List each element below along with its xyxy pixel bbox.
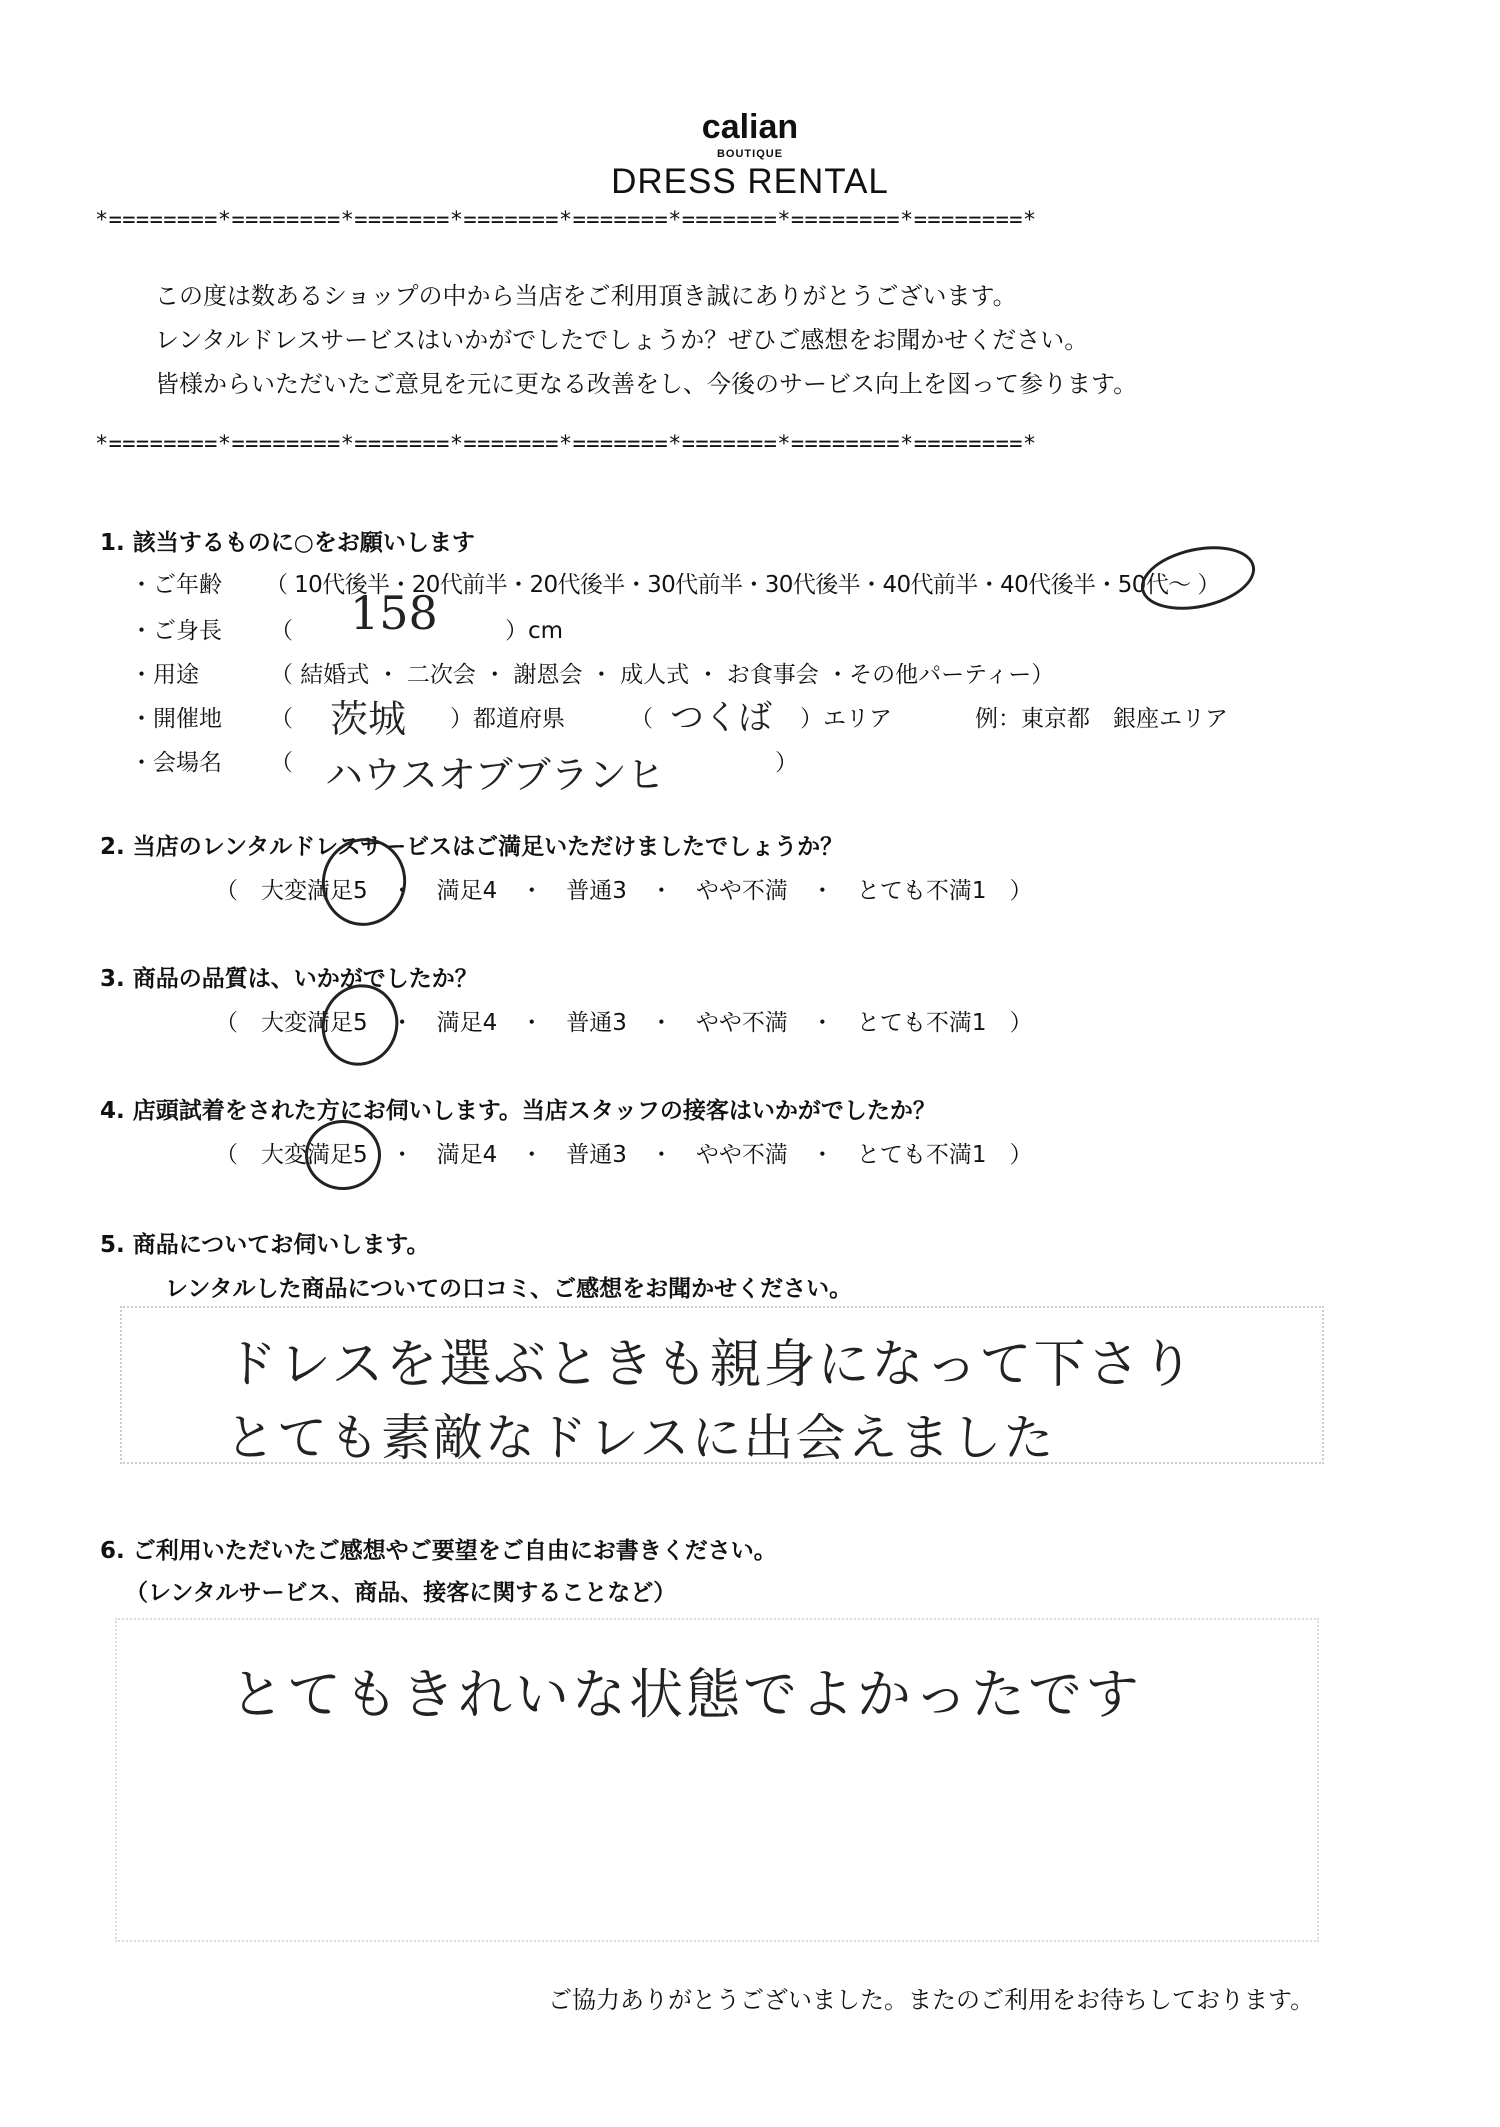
venue-label: ・会場名 (130, 750, 222, 776)
prefecture-suffix: ）都道府県 (450, 706, 565, 732)
purpose-options: （ 結婚式 ・ 二次会 ・ 謝恩会 ・ 成人式 ・ お食事会 ・その他パーティー） (270, 662, 1055, 688)
area-value: つくば (670, 698, 772, 738)
q2-title: 2. 当店のレンタルドレスサービスはご満足いただけましたでしょうか？ (100, 834, 844, 860)
q5-subtitle: レンタルした商品についての口コミ、ご感想をお聞かせください。 (165, 1276, 853, 1302)
separator-bottom: *========*========*=======*=======*=======*=======*========*========* (95, 432, 1037, 457)
q3-title: 3. 商品の品質は、いかがでしたか？ (100, 966, 478, 992)
brand-sub: BOUTIQUE (716, 148, 784, 160)
prefecture-value: 茨城 (330, 697, 407, 741)
page-title: DRESS RENTAL (611, 162, 889, 201)
q3-scale: （ 大変満足5 ・ 満足4 ・ 普通3 ・ やや不満 ・ とても不満1 ） (215, 1010, 1033, 1036)
q6-title: 6. ご利用いただいたご感想やご要望をご自由にお書きください。 (100, 1538, 777, 1564)
intro-line-3: 皆様からいただいたご意見を元に更なる改善をし、今後のサービス向上を図って参ります。 (155, 370, 1138, 398)
area-open: （ (630, 706, 653, 732)
height-open: （ (270, 618, 293, 644)
height-value: 158 (350, 586, 438, 640)
purpose-label: ・用途 (130, 662, 199, 688)
area-suffix: ）エリア (800, 706, 892, 732)
q1-title: 1. 該当するものに○をお願いします (100, 530, 475, 556)
venue-value: ハウスオブブランヒ (325, 753, 665, 797)
q5-answer-line-1: ドレスを選ぶときも親身になって下さり (225, 1335, 1196, 1395)
age-options: （ 10代後半・20代前半・20代後半・30代前半・30代後半・40代前半・40代後半・50代～ ） (265, 572, 1220, 598)
q4-title: 4. 店頭試着をされた方にお伺いします。当店スタッフの接客はいかがでしたか？ (100, 1098, 936, 1124)
age-selection-circle (1135, 537, 1261, 620)
q6-answer: とてもきれいな状態でよかったです (230, 1663, 1142, 1726)
height-label: ・ご身長 (130, 618, 222, 644)
q5-title: 5. 商品についてお伺いします。 (100, 1232, 430, 1258)
q4-selection-circle (305, 1120, 381, 1190)
q4-scale: （ 大変満足5 ・ 満足4 ・ 普通3 ・ やや不満 ・ とても不満1 ） (215, 1142, 1033, 1168)
intro-line-1: この度は数あるショップの中から当店をご利用頂き誠にありがとうございます。 (155, 282, 1017, 310)
height-unit: ）cm (505, 618, 564, 644)
venue-close: ） (775, 750, 798, 776)
location-example: 例：東京都 銀座エリア (975, 706, 1228, 732)
q6-subtitle: （レンタルサービス、商品、接客に関することなど） (125, 1580, 677, 1606)
intro-line-2: レンタルドレスサービスはいかがでしたでしょうか？ぜひご感想をお聞かせください。 (155, 326, 1089, 354)
separator-top: *========*========*=======*=======*=======*=======*========*========* (95, 208, 1037, 233)
q2-scale: （ 大変満足5 ・ 満足4 ・ 普通3 ・ やや不満 ・ とても不満1 ） (215, 878, 1033, 904)
age-label: ・ご年齢 (130, 572, 222, 598)
location-label: ・開催地 (130, 706, 222, 732)
footer-thanks: ご協力ありがとうございました。またのご利用をお待ちしております。 (548, 1986, 1315, 2014)
venue-open: （ (270, 750, 293, 776)
brand-logo: calian (701, 108, 799, 146)
location-open: （ (270, 706, 293, 732)
q5-answer-line-2: とても素敵なドレスに出会えました (225, 1409, 1056, 1467)
